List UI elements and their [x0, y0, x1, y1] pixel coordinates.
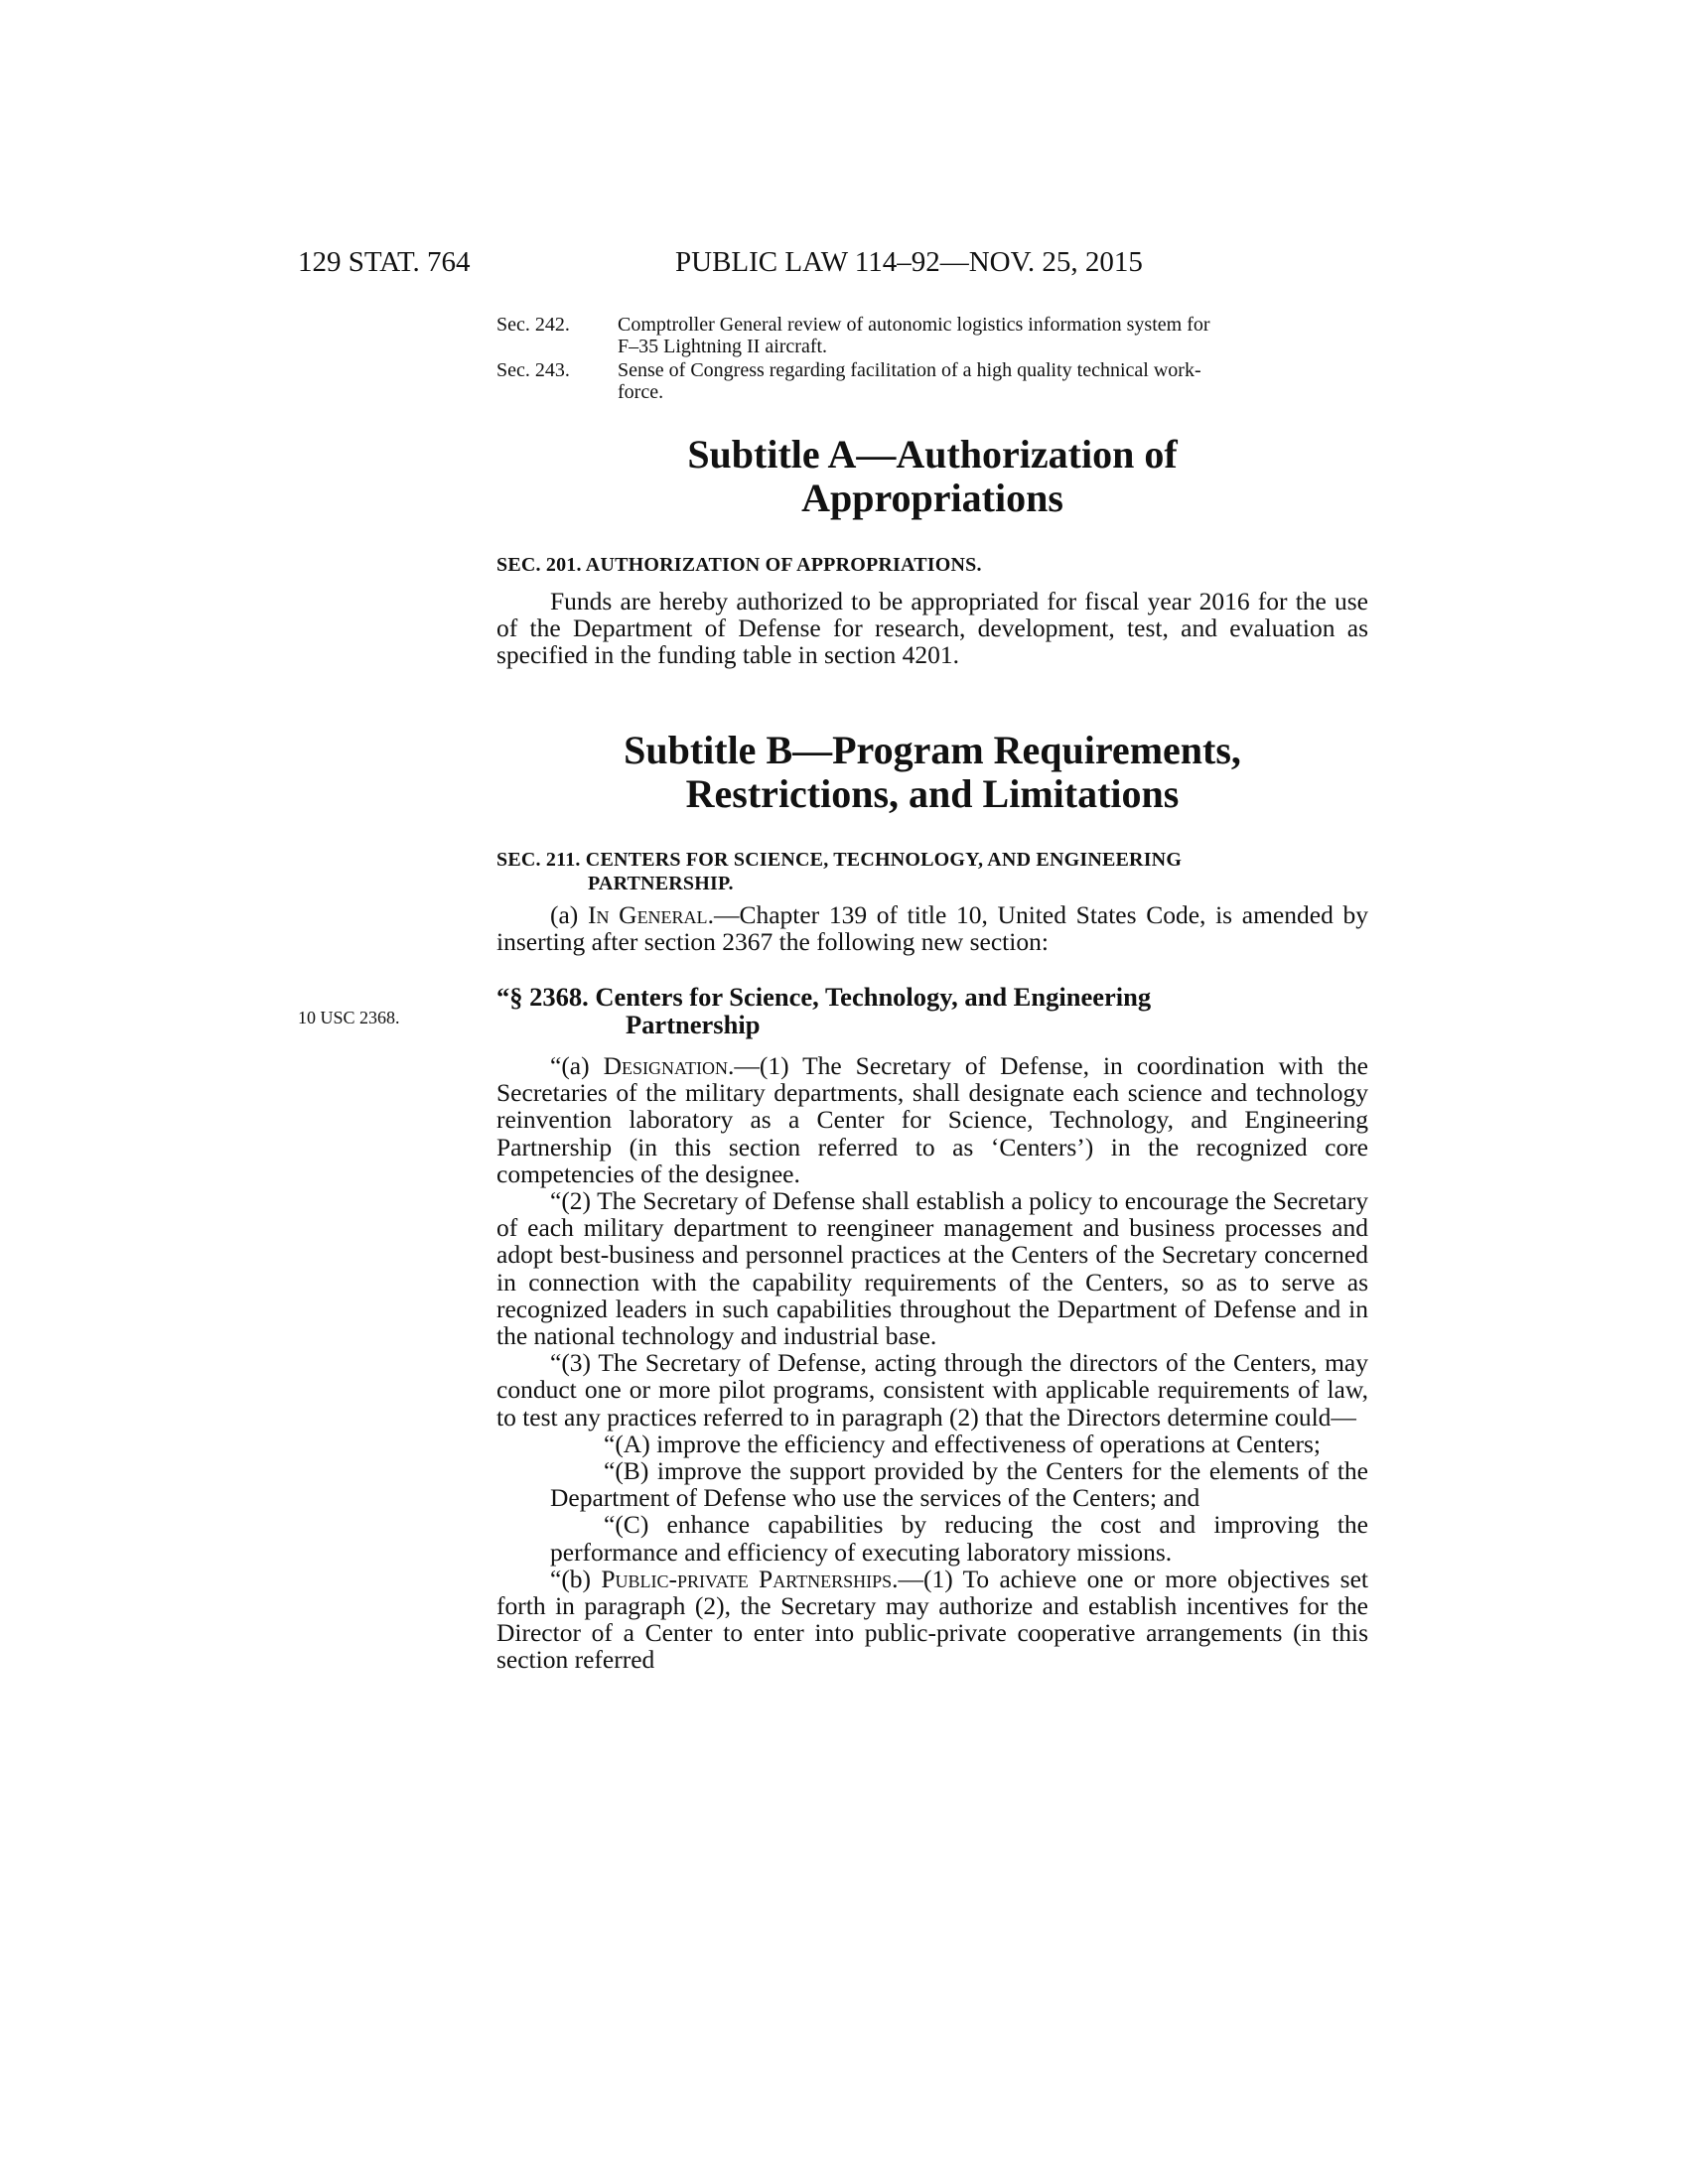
sec-201-heading: SEC. 201. AUTHORIZATION OF APPROPRIATIONS. [496, 554, 982, 576]
margin-note: 10 USC 2368. [298, 1008, 400, 1027]
sec-201-body [496, 588, 1368, 669]
paragraph: “(2) The Secretary of Defense shall establish a policy to encourage the Secretary of each military department to reengineer management and business processes and adopt best-business and personnel practices at the Centers of the Secretary concerned in connection with the capability requirements of the Centers, so as to serve as recognized leaders in such capabilities throughout the Department of Defense and in the national technology and industrial base. [496, 1186, 1368, 1351]
paragraph: Funds are hereby authorized to be appropriated for fiscal year 2016 for the use of the Department of Defense for research, development, test, and evaluation as specified in the funding table in section 4201. [496, 587, 1368, 670]
title-line: “§ 2368. Centers for Science, Technology, and Engineering [496, 982, 1152, 1012]
label: “(a) [550, 1051, 604, 1080]
subtitle-line: Appropriations [801, 476, 1063, 520]
title-line: Partnership [626, 1010, 761, 1039]
toc-line: F–35 Lightning II aircraft. [618, 336, 828, 357]
caption: In General [587, 900, 708, 929]
paragraph [496, 901, 1368, 955]
toc-line: Comptroller General review of autonomic logistics information system for [618, 314, 1210, 336]
subtitle-line: Subtitle B—Program Requirements, [624, 728, 1241, 772]
running-head [298, 246, 1360, 286]
label: “(b) [550, 1564, 602, 1593]
text: .—Chapter 139 of title 10, United States Code, is amended by inserting after section 2367 the following new section: [496, 900, 1368, 957]
paragraph [496, 1566, 1368, 1674]
page-number: 129 STAT. 764 [298, 246, 471, 278]
subtitle-line: Restrictions, and Limitations [685, 771, 1180, 816]
toc-line: Sense of Congress regarding facilitation of a high quality technical work- [618, 359, 1201, 381]
toc-entry [496, 359, 1368, 403]
paragraph [496, 1052, 1368, 1187]
label: (a) [550, 900, 588, 929]
text: .—(1) The Secretary of Defense, in coordination with the Secretaries of the military departments, shall designate each science and technology reinvention laboratory as a Center for Science, Technology, and Engineering Partnership (in this section referred to as ‘Centers’) in the recognized core competencies of the designee. [496, 1051, 1369, 1188]
caption: Public-private Partnerships [601, 1564, 893, 1593]
heading-line: PARTNERSHIP. [588, 873, 734, 894]
paragraph: “(B) improve the support provided by the Centers for the elements of the Department of Defense who use the services of the Centers; and [550, 1456, 1368, 1513]
toc-section-number: Sec. 243. [496, 359, 570, 381]
toc-line: force. [618, 381, 664, 403]
text: .—(1) To achieve one or more objectives set forth in paragraph (2), the Secretary may authorize and establish incentives for the Director of a Center to enter into public-private cooperative arrangements (in this section referred [496, 1564, 1368, 1675]
paragraph: “(3) The Secretary of Defense, acting through the directors of the Centers, may conduct one or more pilot programs, consistent with applicable requirements of law, to test any practices referred to in paragraph (2) that the Directors determine could— [496, 1348, 1368, 1432]
sec-211-subsection-a [496, 901, 1368, 955]
subtitle-a-heading [496, 433, 1368, 520]
law-title: PUBLIC LAW 114–92—NOV. 25, 2015 [675, 246, 1143, 278]
section-2368-body [496, 1052, 1368, 1674]
subtitle-b-heading [496, 729, 1368, 816]
toc-section-number: Sec. 242. [496, 314, 570, 336]
toc-entry [496, 314, 1368, 357]
caption: Designation [603, 1051, 728, 1080]
subtitle-line: Subtitle A—Authorization of [687, 432, 1178, 477]
table-of-contents [496, 314, 1368, 405]
section-2368-title [496, 983, 1368, 1038]
paragraph: “(C) enhance capabilities by reducing the cost and improving the performance and efficiency of executing laboratory missions. [550, 1510, 1368, 1567]
heading-line: SEC. 211. CENTERS FOR SCIENCE, TECHNOLOGY, AND ENGINEERING [496, 849, 1183, 871]
sec-211-heading [496, 848, 1368, 895]
paragraph: “(A) improve the efficiency and effectiveness of operations at Centers; [604, 1429, 1321, 1458]
